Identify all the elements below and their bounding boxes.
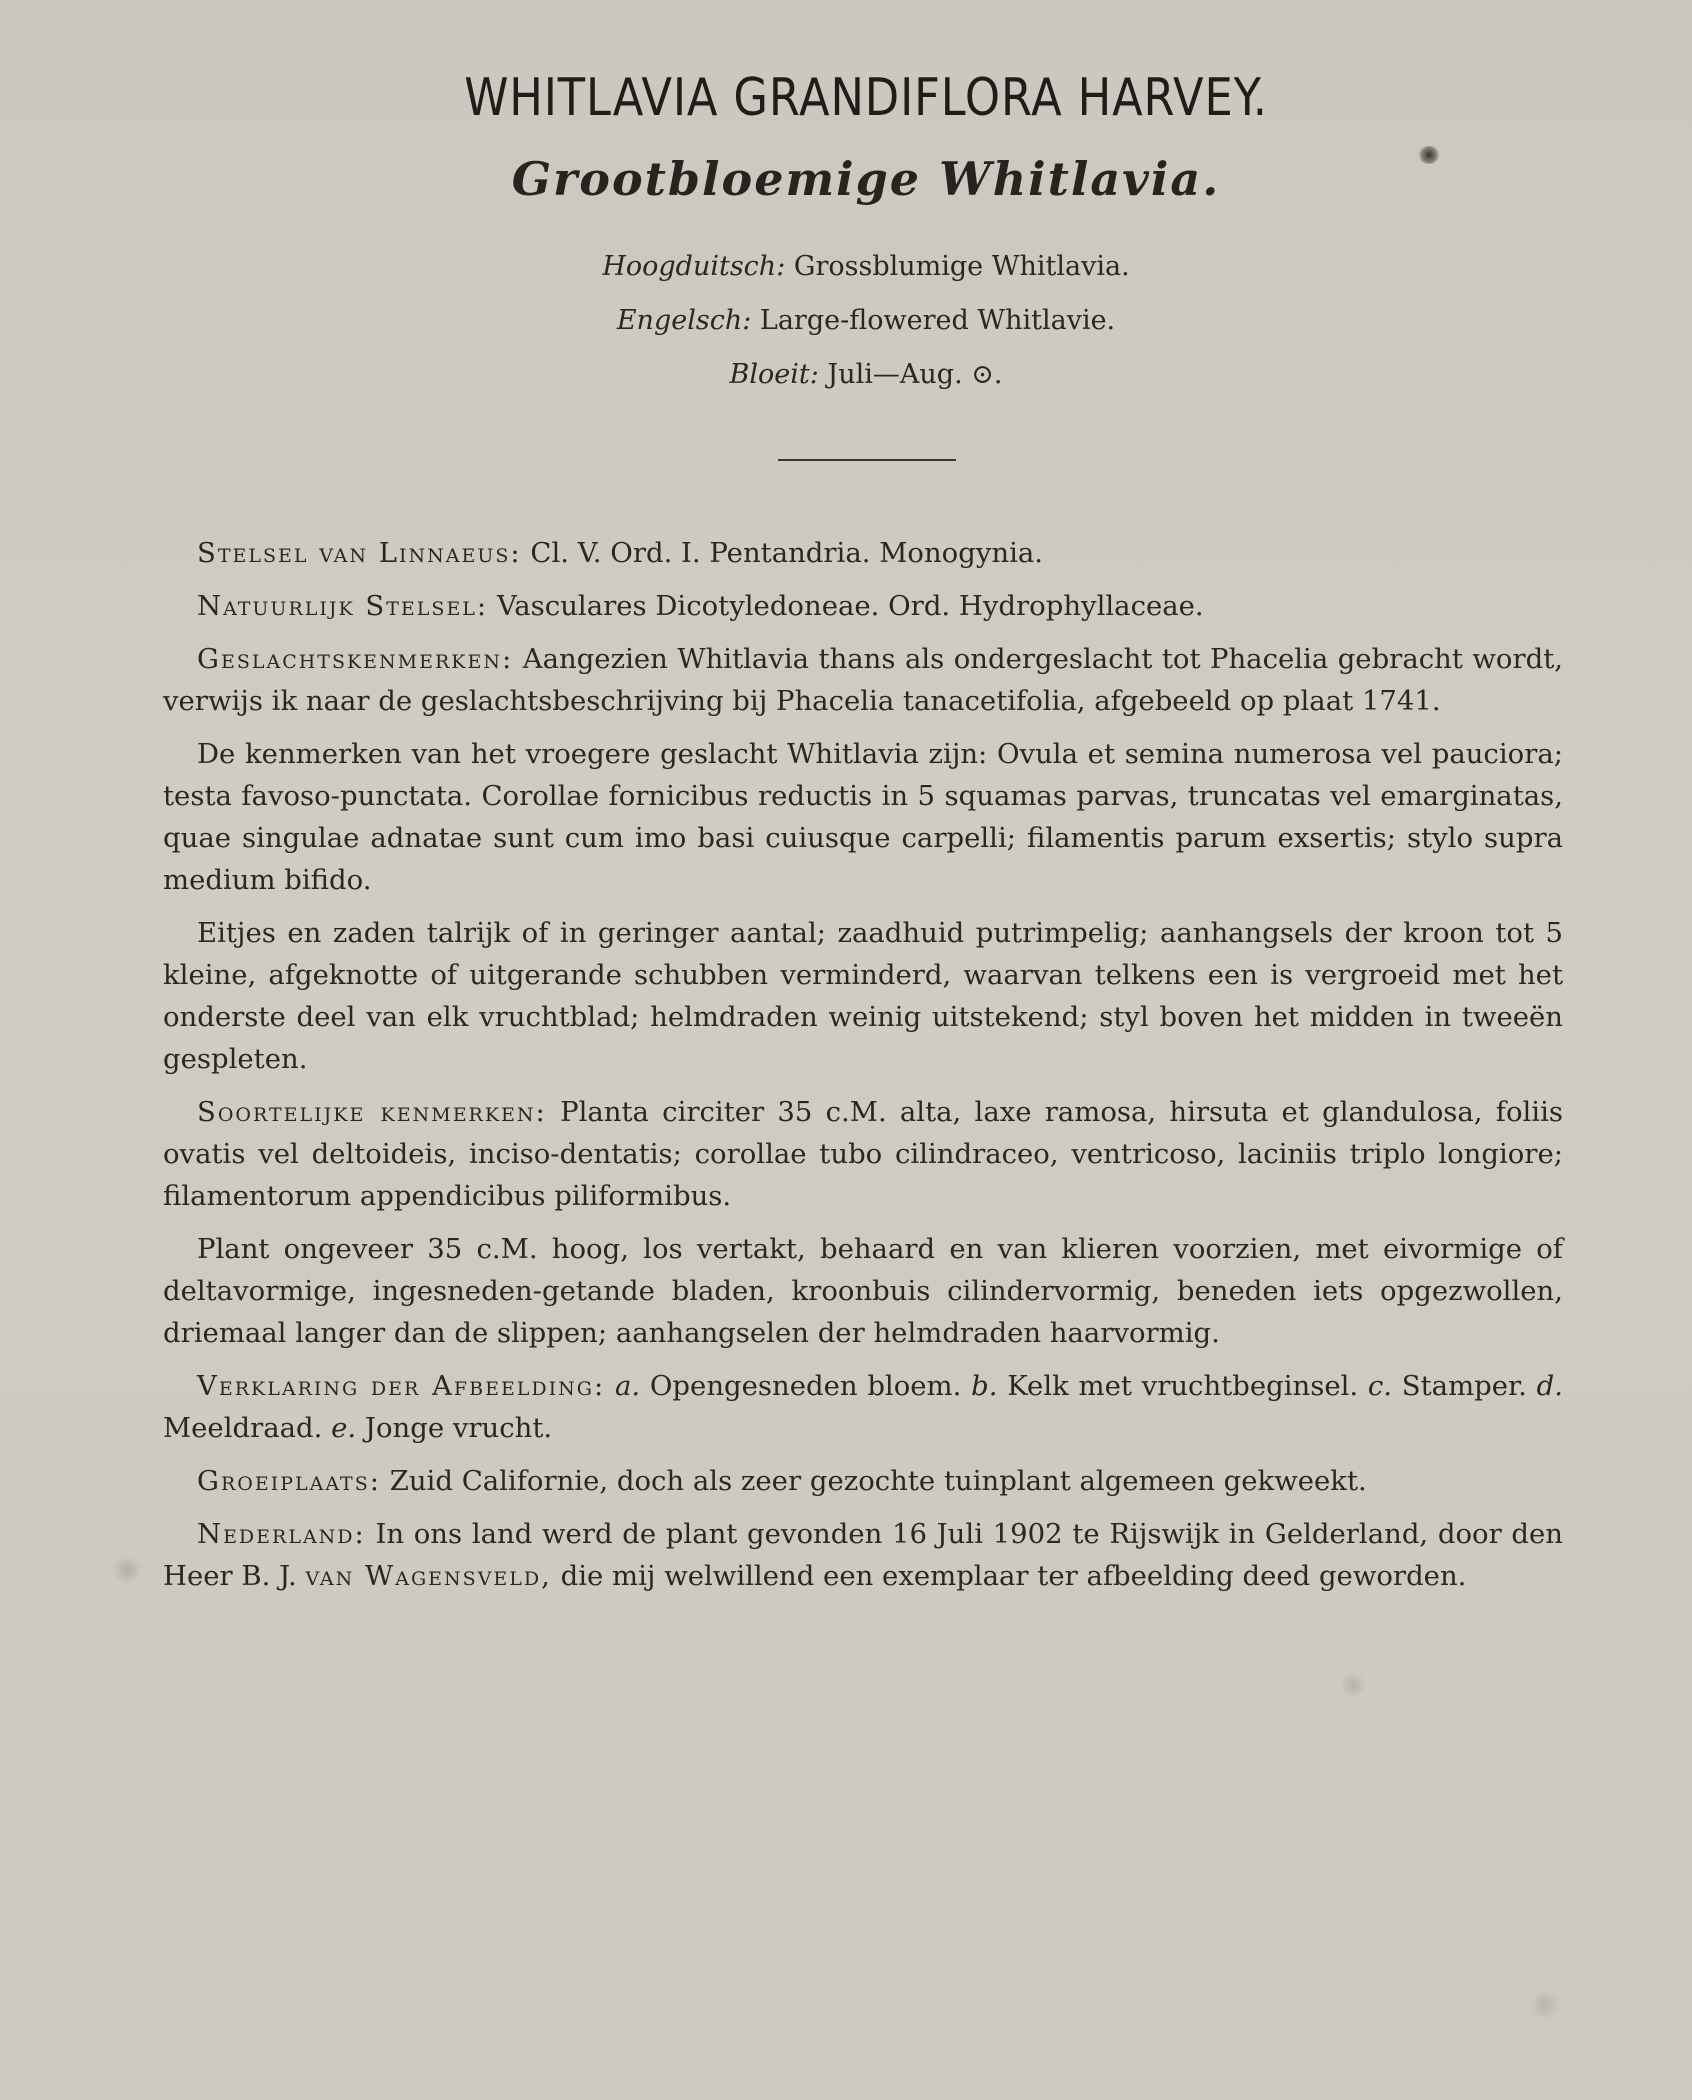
section-geslacht-dutch: Eitjes en zaden talrijk of in geringer aantal; zaadhuid putrimpelig; aanhangsels der kroon tot 5 kleine, afgeknotte of uitgerande schubben verminderd, waarvan telkens een is vergroeid met het onderste deel van elk vruchtblad; helmdraden weinig uitstekend; styl boven het midden in tweeën gespleten. <box>163 917 1563 1075</box>
foxing-spot <box>1340 1672 1366 1698</box>
section-nederland: Nederland: In ons land werd de plant gevonden 16 Juli 1902 te Rijswijk in Gelderland, door den Heer B. J. van Wagensveld, die mij welwillend een exemplaar ter afbeelding deed geworden. <box>163 1518 1563 1592</box>
section-linnaeus: Stelsel van Linnaeus: Cl. V. Ord. I. Pentandria. Monogynia. <box>197 537 1043 569</box>
name-line-german: Hoogduitsch: Grossblumige Whitlavia. <box>602 251 1130 282</box>
common-names <box>0 240 1692 402</box>
section-geslacht-latin: De kenmerken van het vroegere geslacht Whitlavia zijn: Ovula et semina numerosa vel pauciora; testa favoso-punctata. Corollae fornicibus reductis in 5 squamas parvas, truncatas vel emarginatas, quae singulae adnatae sunt cum imo basi cuiusque carpelli; filamentis parum exsertis; stylo supra medium bifido. <box>163 738 1563 896</box>
divider <box>778 459 956 461</box>
section-verklaring: Verklaring der Afbeelding: a. Opengesneden bloem. b. Kelk met vruchtbeginsel. c. Stamper. d. Meeldraad. e. Jonge vrucht. <box>163 1370 1564 1444</box>
name-line-english: Engelsch: Large-flowered Whitlavie. <box>616 305 1116 336</box>
section-natuurlijk: Natuurlijk Stelsel: Vasculares Dicotyledoneae. Ord. Hydrophyllaceae. <box>197 590 1204 622</box>
name-line-bloom: Bloeit: Juli—Aug. ⊙. <box>729 359 1003 390</box>
page-subtitle: Grootbloemige Whitlavia. <box>511 152 1221 206</box>
section-geslacht: Geslachtskenmerken: Aangezien Whitlavia thans als ondergeslacht tot Phacelia gebracht wordt, verwijs ik naar de geslachtsbeschrijving bij Phacelia tanacetifolia, afgebeeld op plaat 1741. <box>163 643 1563 717</box>
page-title: WHITLAVIA GRANDIFLORA HARVEY. <box>464 68 1268 128</box>
foxing-spot <box>1530 1990 1560 2020</box>
section-soortelijke-dutch: Plant ongeveer 35 c.M. hoog, los vertakt, behaard en van klieren voorzien, met eivormige of deltavormige, ingesneden-getande bladen, kroonbuis cilindervormig, beneden iets opgezwollen, driemaal langer dan de slippen; aanhangselen der helmdraden haarvormig. <box>163 1233 1563 1349</box>
description-body <box>163 532 1563 1608</box>
section-soortelijke: Soortelijke kenmerken: Planta circiter 35 c.M. alta, laxe ramosa, hirsuta et glandulosa, foliis ovatis vel deltoideis, inciso-dentatis; corollae tubo cilindraceo, ventricoso, laciniis triplo longiore; filamentorum appendicibus piliformibus. <box>163 1096 1564 1212</box>
section-groeiplaats: Groeiplaats: Zuid Californie, doch als zeer gezochte tuinplant algemeen gekweekt. <box>197 1465 1367 1497</box>
foxing-spot <box>112 1555 142 1585</box>
